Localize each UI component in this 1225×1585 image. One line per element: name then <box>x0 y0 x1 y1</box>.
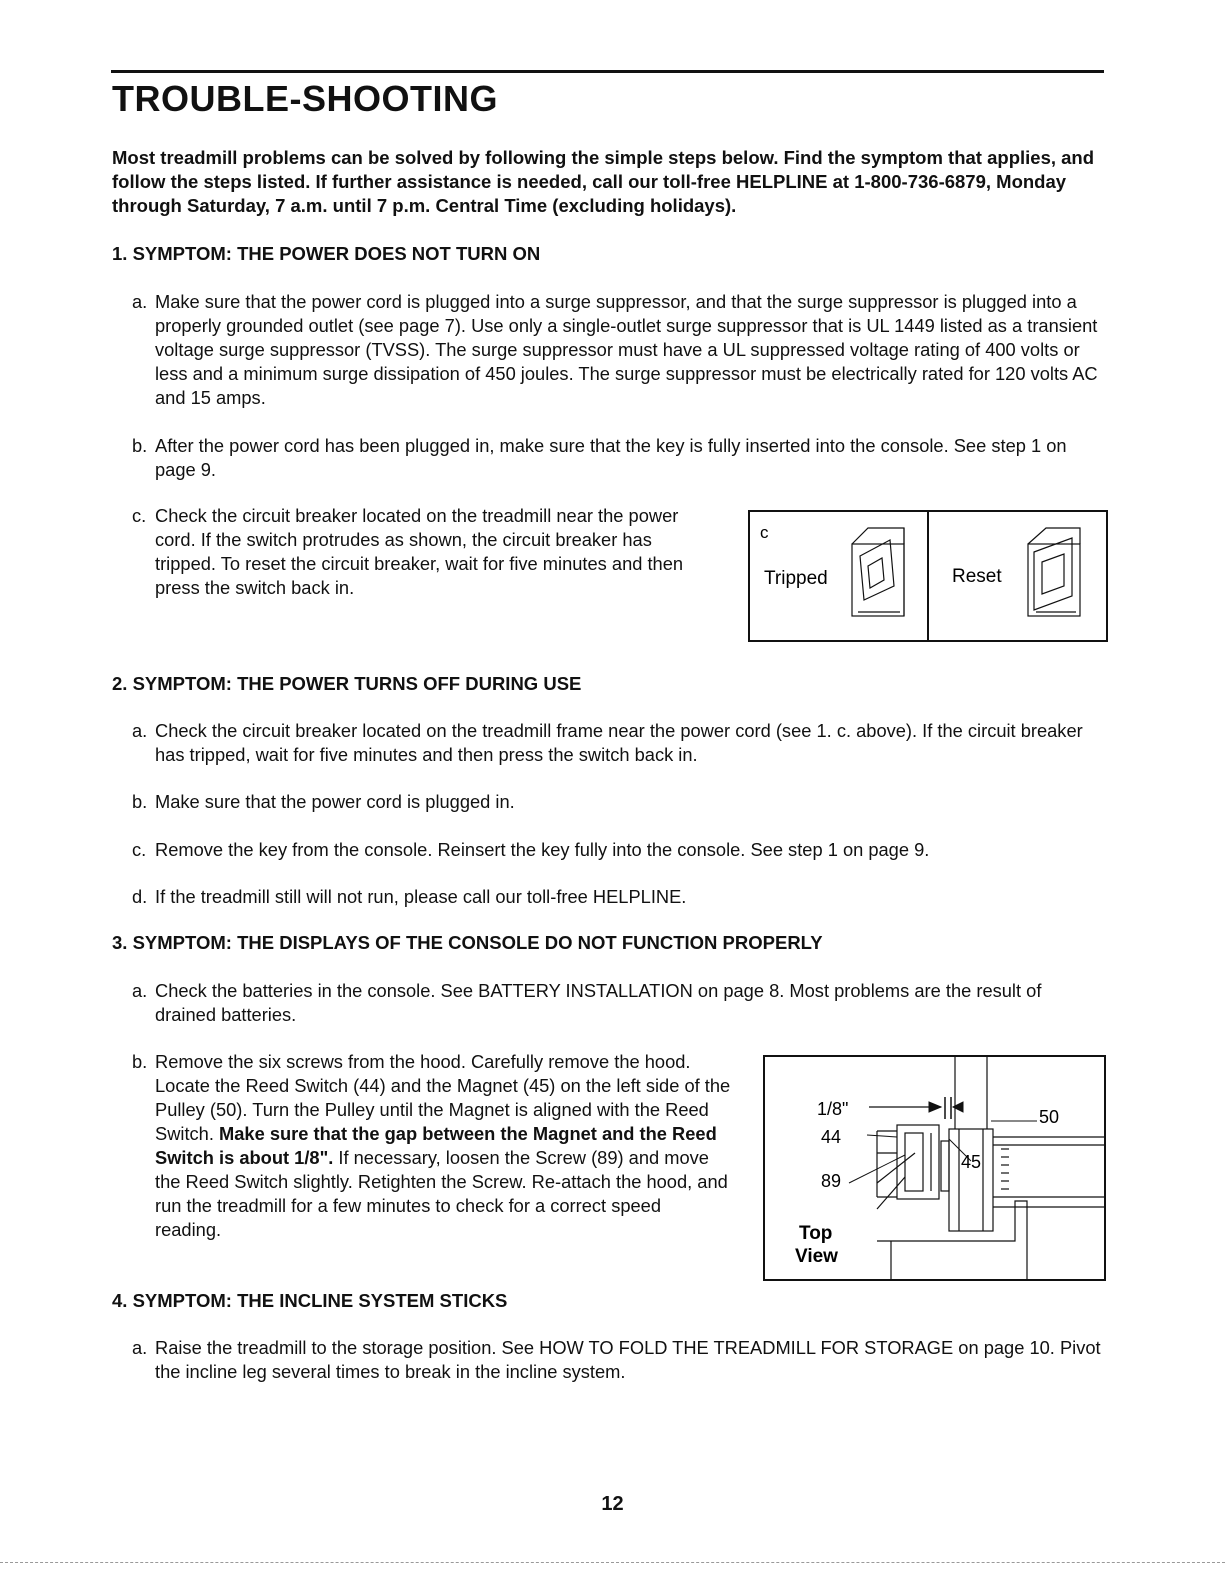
symptom-1-item-c <box>132 504 702 600</box>
symptom-1-heading: 1. SYMPTOM: THE POWER DOES NOT TURN ON <box>112 243 541 264</box>
symptom-4-item-a <box>132 1336 1107 1384</box>
item-letter: a. <box>132 1337 148 1358</box>
part-45-label: 45 <box>961 1152 982 1172</box>
gap-arrow-icon <box>869 1097 963 1119</box>
leader-44 <box>867 1135 897 1137</box>
reset-label: Reset <box>952 566 1002 587</box>
item-text: Check the circuit breaker located on the treadmill frame near the power cord (see 1. c. above). If the circuit breaker has tripped, wait for five minutes and then press the switch back in. <box>155 720 1083 765</box>
symptom-2-item-c <box>132 838 1107 862</box>
top-label: Top <box>799 1223 833 1244</box>
view-label: View <box>795 1246 838 1267</box>
item-text: If the treadmill still will not run, please call our toll-free HELPLINE. <box>155 886 687 907</box>
symptom-2-item-a <box>132 719 1107 767</box>
item-text <box>155 1050 732 1242</box>
figure-letter: c <box>760 523 769 542</box>
item-text: Check the batteries in the console. See BATTERY INSTALLATION on page 8. Most problems are the result of drained batteries. <box>155 980 1042 1025</box>
pulley-drawing <box>877 1057 1104 1279</box>
part-50-label: 50 <box>1039 1107 1060 1127</box>
item-letter: a. <box>132 291 148 312</box>
item-letter: b. <box>132 1051 148 1072</box>
item-text: Make sure that the power cord is plugged into a surge suppressor, and that the surge suppressor is plugged into a properly grounded outlet (see page 7). Use only a single-outlet surge suppressor that is UL 1449 listed as a transient voltage surge suppressor (TVSS). The surge suppressor must have a UL suppressed voltage rating of 400 volts or less and a minimum surge dissipation of 450 joules. The surge suppressor must be electrically rated for 120 volts AC and 15 amps. <box>155 291 1098 408</box>
item-letter: a. <box>132 980 148 1001</box>
symptom-3-item-a <box>132 979 1107 1027</box>
symptom-1-item-a <box>132 290 1107 410</box>
symptom-2-item-b <box>132 790 1107 814</box>
symptom-3-heading: 3. SYMPTOM: THE DISPLAYS OF THE CONSOLE DO NOT FUNCTION PROPERLY <box>112 932 823 953</box>
gap-label: 1/8" <box>817 1099 849 1119</box>
part-44-label: 44 <box>821 1127 842 1147</box>
item-text: After the power cord has been plugged in, make sure that the key is fully inserted into the console. See step 1 on page 9. <box>155 435 1067 480</box>
tripped-switch-icon <box>852 528 904 616</box>
part-89-label: 89 <box>821 1171 842 1191</box>
page-title: TROUBLE-SHOOTING <box>112 78 498 119</box>
reset-switch-icon <box>1028 528 1080 616</box>
item-text: Make sure that the power cord is plugged in. <box>155 791 515 812</box>
item-letter: b. <box>132 791 148 812</box>
title-rule <box>111 70 1104 73</box>
item-letter: a. <box>132 720 148 741</box>
scan-edge-line <box>0 1562 1225 1564</box>
item-text: Raise the treadmill to the storage position. See HOW TO FOLD THE TREADMILL FOR STORAGE on page 10. Pivot the incline leg several times to break in the incline system. <box>155 1337 1101 1382</box>
item-text-part: Remove the six screws from the hood. Carefully remove the hood. Locate the Reed Switch (44) and the Magnet (45) on the left side of the Pulley (50). Turn the Pulley until the Magnet is aligned with the Reed Switch. <box>155 1051 731 1144</box>
item-letter: d. <box>132 886 148 907</box>
item-text-part: If necessary, loosen the Screw (89) and move the Reed Switch slightly. Retighten the Screw. Re-attach the hood, and run the treadmill for a few minutes to check for a correct speed reading. <box>155 1147 728 1240</box>
reed-switch-figure <box>763 1055 1106 1281</box>
circuit-breaker-figure <box>748 510 1108 642</box>
item-letter: c. <box>132 839 147 860</box>
tripped-label: Tripped <box>764 568 828 589</box>
item-letter: b. <box>132 435 148 456</box>
symptom-3-item-b <box>132 1050 732 1242</box>
symptom-2-heading: 2. SYMPTOM: THE POWER TURNS OFF DURING USE <box>112 673 582 694</box>
symptom-1-item-b <box>132 434 1107 482</box>
intro-paragraph: Most treadmill problems can be solved by following the simple steps below. Find the symptom that applies, and follow the steps listed. If further assistance is needed, call our toll-free HELPLINE at 1-800-736-6879, Monday through Saturday, 7 a.m. until 7 p.m. Central Time (excluding holidays). <box>112 147 1095 216</box>
item-text: Check the circuit breaker located on the treadmill near the power cord. If the switch protrudes as shown, the circuit breaker has tripped. To reset the circuit breaker, wait for five minutes and then press the switch back in. <box>155 505 684 598</box>
item-text-emphasis: Make sure that the gap between the Magnet and the Reed Switch is about 1/8". <box>155 1123 717 1168</box>
symptom-2-item-d <box>132 885 1107 909</box>
item-letter: c. <box>132 505 147 526</box>
symptom-4-heading: 4. SYMPTOM: THE INCLINE SYSTEM STICKS <box>112 1290 508 1311</box>
item-text: Remove the key from the console. Reinsert the key fully into the console. See step 1 on page 9. <box>155 839 930 860</box>
page-number: 12 <box>601 1493 624 1515</box>
